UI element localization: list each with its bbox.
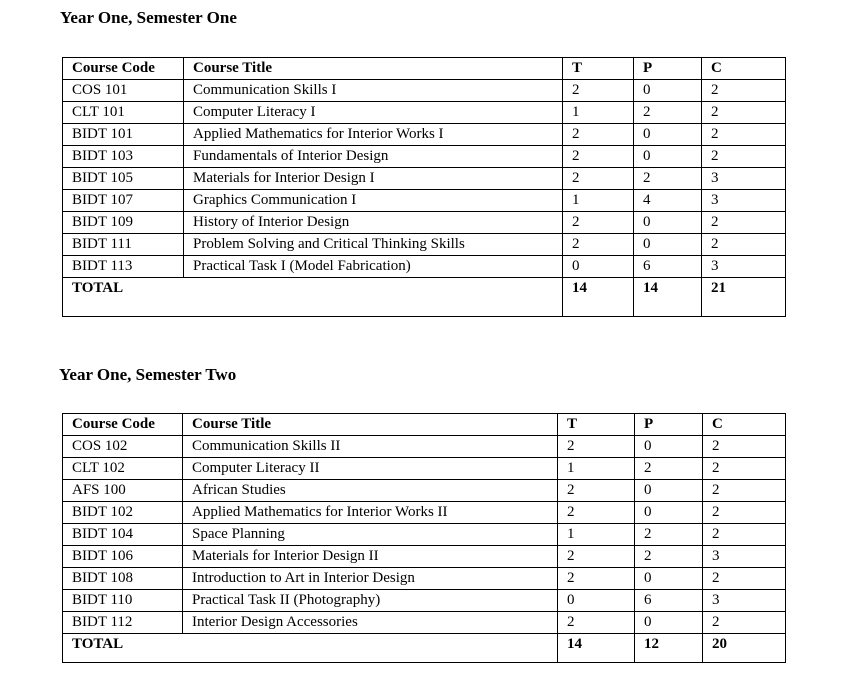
t-cell: 2 (563, 168, 634, 190)
course-title-cell: Problem Solving and Critical Thinking Skills (184, 234, 563, 256)
semester-one-table (62, 57, 786, 317)
p-cell: 0 (635, 502, 703, 524)
header-p: P (635, 414, 703, 436)
header-course-code: Course Code (63, 58, 184, 80)
course-title-cell: Introduction to Art in Interior Design (183, 568, 558, 590)
table-row (63, 480, 786, 502)
c-cell: 2 (702, 80, 786, 102)
header-c: C (702, 58, 786, 80)
table-row (63, 546, 786, 568)
total-c: 21 (702, 278, 786, 317)
course-code-cell: BIDT 107 (63, 190, 184, 212)
course-code-cell: BIDT 101 (63, 124, 184, 146)
c-cell: 2 (702, 146, 786, 168)
p-cell: 0 (635, 436, 703, 458)
table-row (63, 502, 786, 524)
p-cell: 2 (635, 546, 703, 568)
c-cell: 2 (703, 502, 786, 524)
course-code-cell: BIDT 104 (63, 524, 183, 546)
t-cell: 2 (563, 146, 634, 168)
table-row (63, 234, 786, 256)
c-cell: 2 (703, 436, 786, 458)
c-cell: 3 (702, 168, 786, 190)
total-p: 12 (635, 634, 703, 663)
semester-two-rows (63, 436, 786, 663)
course-code-cell: BIDT 105 (63, 168, 184, 190)
course-title-cell: Space Planning (183, 524, 558, 546)
course-title-cell: Communication Skills I (184, 80, 563, 102)
p-cell: 0 (634, 146, 702, 168)
course-code-cell: BIDT 111 (63, 234, 184, 256)
course-title-cell: Practical Task I (Model Fabrication) (184, 256, 563, 278)
course-title-cell: Communication Skills II (183, 436, 558, 458)
t-cell: 2 (563, 234, 634, 256)
header-course-code: Course Code (63, 414, 183, 436)
table-row (63, 168, 786, 190)
table-header-row (63, 58, 786, 80)
course-title-cell: Interior Design Accessories (183, 612, 558, 634)
c-cell: 2 (703, 458, 786, 480)
course-code-cell: BIDT 103 (63, 146, 184, 168)
t-cell: 2 (558, 546, 635, 568)
p-cell: 2 (634, 168, 702, 190)
table-row (63, 524, 786, 546)
c-cell: 3 (702, 190, 786, 212)
t-cell: 1 (558, 524, 635, 546)
p-cell: 2 (635, 458, 703, 480)
total-c: 20 (703, 634, 786, 663)
c-cell: 3 (703, 590, 786, 612)
total-p: 14 (634, 278, 702, 317)
course-code-cell: BIDT 108 (63, 568, 183, 590)
t-cell: 2 (558, 436, 635, 458)
header-t: T (563, 58, 634, 80)
course-code-cell: CLT 102 (63, 458, 183, 480)
total-t: 14 (558, 634, 635, 663)
t-cell: 2 (563, 80, 634, 102)
c-cell: 2 (703, 568, 786, 590)
total-label: TOTAL (63, 278, 563, 317)
table-row (63, 568, 786, 590)
c-cell: 3 (703, 546, 786, 568)
course-code-cell: COS 101 (63, 80, 184, 102)
table-row (63, 212, 786, 234)
p-cell: 6 (634, 256, 702, 278)
course-title-cell: African Studies (183, 480, 558, 502)
course-code-cell: BIDT 106 (63, 546, 183, 568)
semester-two-heading: Year One, Semester Two (59, 365, 237, 384)
course-code-cell: COS 102 (63, 436, 183, 458)
t-cell: 1 (563, 102, 634, 124)
header-t: T (558, 414, 635, 436)
course-title-cell: Practical Task II (Photography) (183, 590, 558, 612)
table-row (63, 102, 786, 124)
p-cell: 0 (634, 234, 702, 256)
p-cell: 0 (634, 80, 702, 102)
course-code-cell: BIDT 110 (63, 590, 183, 612)
c-cell: 2 (702, 124, 786, 146)
course-title-cell: Graphics Communication I (184, 190, 563, 212)
c-cell: 2 (703, 524, 786, 546)
header-course-title: Course Title (183, 414, 558, 436)
course-title-cell: Computer Literacy I (184, 102, 563, 124)
course-title-cell: Applied Mathematics for Interior Works II (183, 502, 558, 524)
c-cell: 3 (702, 256, 786, 278)
total-row (63, 278, 786, 317)
c-cell: 2 (703, 612, 786, 634)
table-row (63, 436, 786, 458)
course-title-cell: Fundamentals of Interior Design (184, 146, 563, 168)
course-title-cell: History of Interior Design (184, 212, 563, 234)
semester-two-table (62, 413, 786, 663)
t-cell: 1 (563, 190, 634, 212)
course-code-cell: CLT 101 (63, 102, 184, 124)
t-cell: 0 (558, 590, 635, 612)
t-cell: 2 (558, 568, 635, 590)
table-row (63, 146, 786, 168)
table-row (63, 458, 786, 480)
table-row (63, 190, 786, 212)
table-row (63, 590, 786, 612)
t-cell: 2 (558, 612, 635, 634)
course-code-cell: BIDT 113 (63, 256, 184, 278)
table-row (63, 612, 786, 634)
course-code-cell: BIDT 102 (63, 502, 183, 524)
semester-one-rows (63, 80, 786, 317)
p-cell: 0 (635, 480, 703, 502)
c-cell: 2 (702, 234, 786, 256)
t-cell: 2 (558, 480, 635, 502)
p-cell: 2 (634, 102, 702, 124)
header-course-title: Course Title (184, 58, 563, 80)
p-cell: 0 (634, 124, 702, 146)
p-cell: 4 (634, 190, 702, 212)
header-p: P (634, 58, 702, 80)
course-title-cell: Computer Literacy II (183, 458, 558, 480)
course-code-cell: AFS 100 (63, 480, 183, 502)
t-cell: 2 (558, 502, 635, 524)
course-title-cell: Materials for Interior Design I (184, 168, 563, 190)
table-row (63, 124, 786, 146)
course-title-cell: Materials for Interior Design II (183, 546, 558, 568)
t-cell: 1 (558, 458, 635, 480)
course-title-cell: Applied Mathematics for Interior Works I (184, 124, 563, 146)
total-row (63, 634, 786, 663)
c-cell: 2 (702, 102, 786, 124)
total-label: TOTAL (63, 634, 558, 663)
course-code-cell: BIDT 112 (63, 612, 183, 634)
p-cell: 0 (635, 568, 703, 590)
t-cell: 2 (563, 124, 634, 146)
c-cell: 2 (702, 212, 786, 234)
p-cell: 6 (635, 590, 703, 612)
p-cell: 0 (634, 212, 702, 234)
header-c: C (703, 414, 786, 436)
total-t: 14 (563, 278, 634, 317)
p-cell: 2 (635, 524, 703, 546)
semester-one-heading: Year One, Semester One (60, 8, 237, 27)
c-cell: 2 (703, 480, 786, 502)
table-row (63, 256, 786, 278)
p-cell: 0 (635, 612, 703, 634)
t-cell: 2 (563, 212, 634, 234)
course-code-cell: BIDT 109 (63, 212, 184, 234)
table-header-row (63, 414, 786, 436)
table-row (63, 80, 786, 102)
t-cell: 0 (563, 256, 634, 278)
